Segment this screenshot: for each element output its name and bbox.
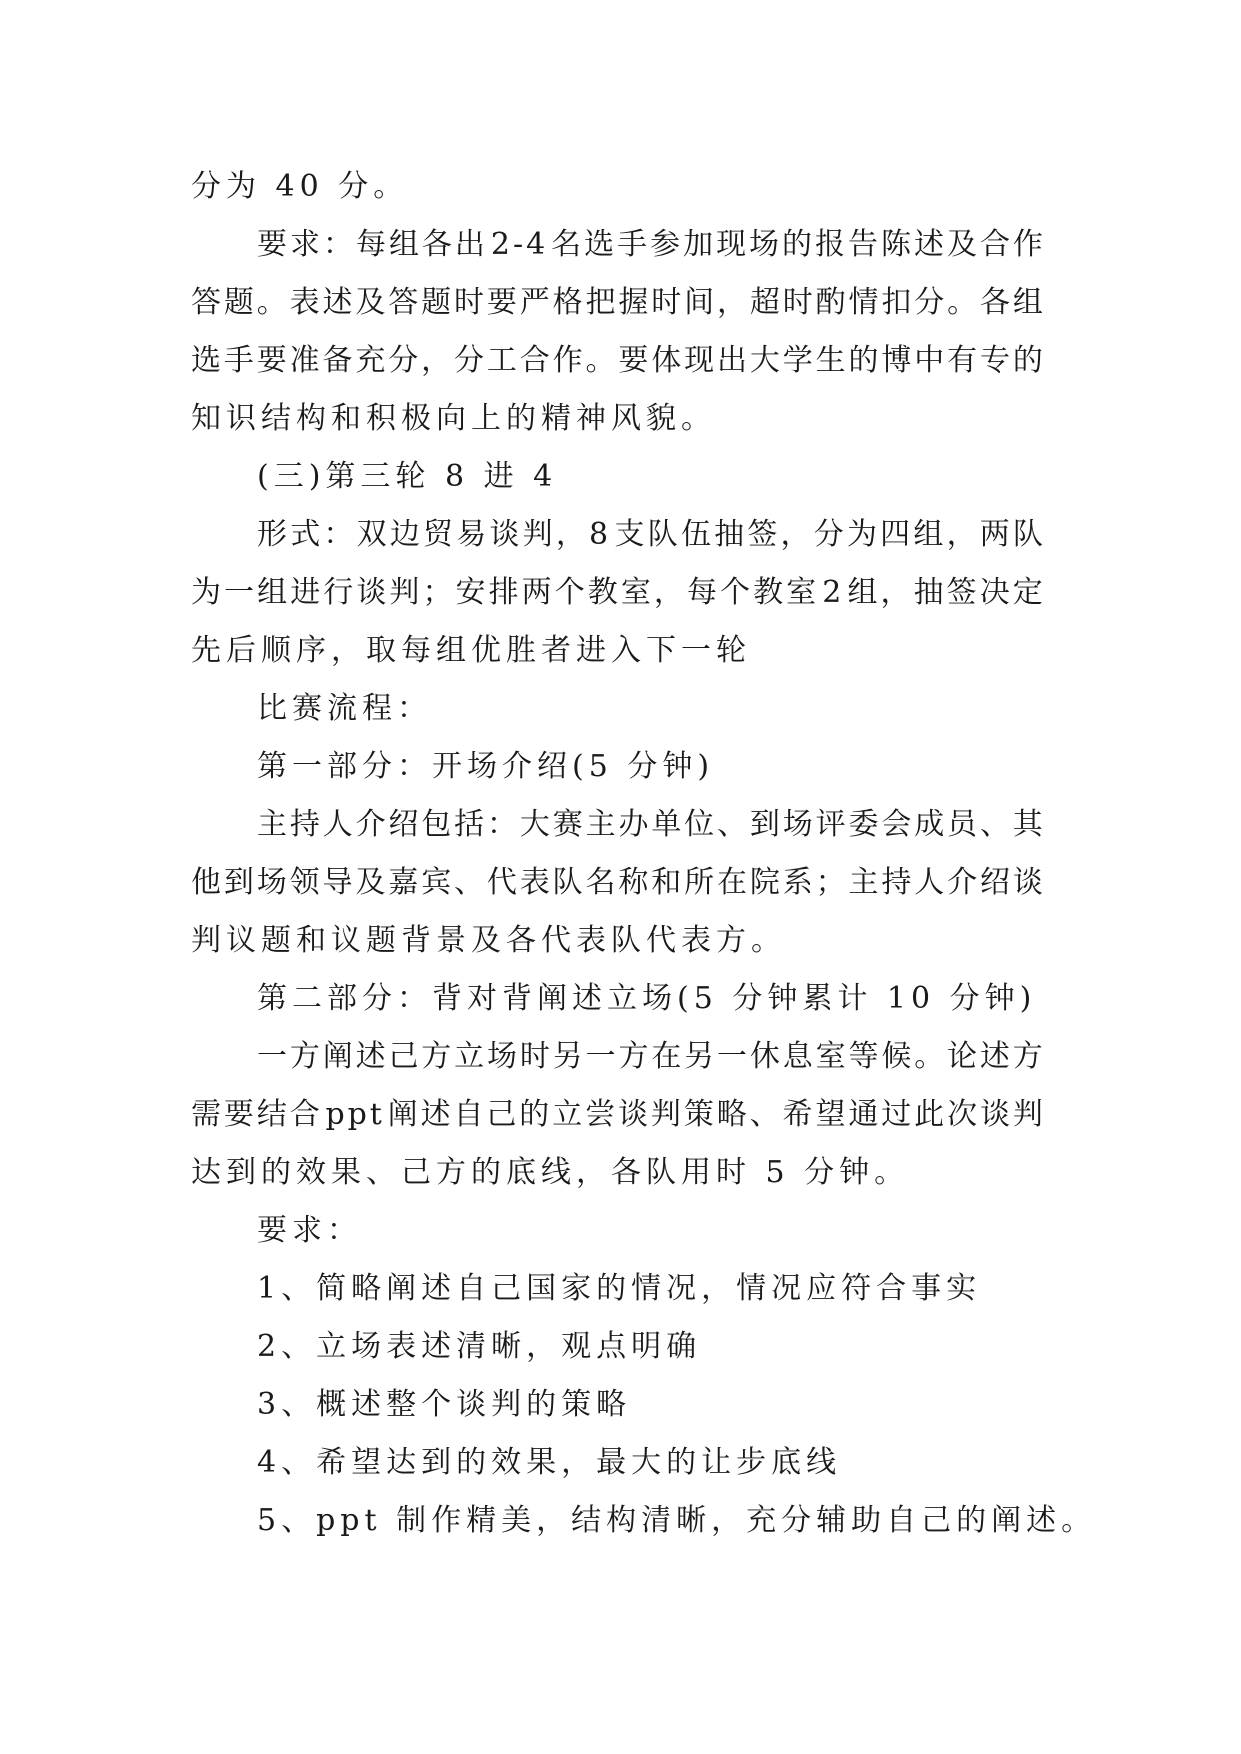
body-text-line: 第二部分：背对背阐述立场(5 分钟累计 10 分钟) [257,981,1037,1016]
list-item: 4、希望达到的效果，最大的让步底线 [257,1445,842,1480]
body-text-line: 主 持 人 介 绍 包 括 ： 大 赛 主 办 单 位 、 到 场 评 委 会 成 员 、 其 [257,807,1043,842]
body-text-line: 达到的效果、己方的底线，各队用时 5 分钟。 [191,1155,910,1190]
body-text-line: 需 要 结 合 p p t 阐 述 自 己 的 立 尝 谈 判 策 略 、 希 望 通 过 此 次 谈 判 [191,1097,1043,1132]
body-text-line: 形 式 ： 双 边 贸 易 谈 判 ， 8 支 队 伍 抽 签 ， 分 为 四 组 ， 两 队 [257,517,1043,552]
section-heading: (三)第三轮 8 进 4 [257,459,558,494]
list-item: 3、概述整个谈判的策略 [257,1387,632,1422]
body-text-line: 判议题和议题背景及各代表队代表方。 [191,923,786,958]
body-text-line: 知识结构和积极向上的精神风貌。 [191,401,716,436]
body-text-line: 要 求 ： 每 组 各 出 2 - 4 名 选 手 参 加 现 场 的 报 告 陈 述 及 合 作 [257,227,1043,262]
body-text-line: 先后顺序，取每组优胜者进入下一轮 [191,633,751,668]
body-text-line: 要求： [257,1213,362,1248]
body-text-line: 答 题 。 表 述 及 答 题 时 要 严 格 把 握 时 间 ， 超 时 酌 情 扣 分 。 各 组 [191,285,1043,320]
body-text-line: 选 手 要 准 备 充 分 ， 分 工 合 作 。 要 体 现 出 大 学 生 的 博 中 有 专 的 [191,343,1043,378]
body-text-line: 一 方 阐 述 己 方 立 场 时 另 一 方 在 另 一 休 息 室 等 候 。 论 述 方 [257,1039,1043,1074]
list-item: 1、简略阐述自己国家的情况，情况应符合事实 [257,1271,982,1306]
body-text-line: 为 一 组 进 行 谈 判 ； 安 排 两 个 教 室 ， 每 个 教 室 2 组 ， 抽 签 决 定 [191,575,1043,610]
list-item: 2、立场表述清晰，观点明确 [257,1329,702,1364]
list-item: 5、ppt 制作精美，结构清晰，充分辅助自己的阐述。 [257,1503,1097,1538]
body-text-line: 第一部分：开场介绍(5 分钟) [257,749,715,784]
body-text-line: 比赛流程： [257,691,432,726]
body-text-line: 分为 40 分。 [191,169,409,204]
body-text-line: 他 到 场 领 导 及 嘉 宾 、 代 表 队 名 称 和 所 在 院 系 ； 主 持 人 介 绍 谈 [191,865,1043,900]
